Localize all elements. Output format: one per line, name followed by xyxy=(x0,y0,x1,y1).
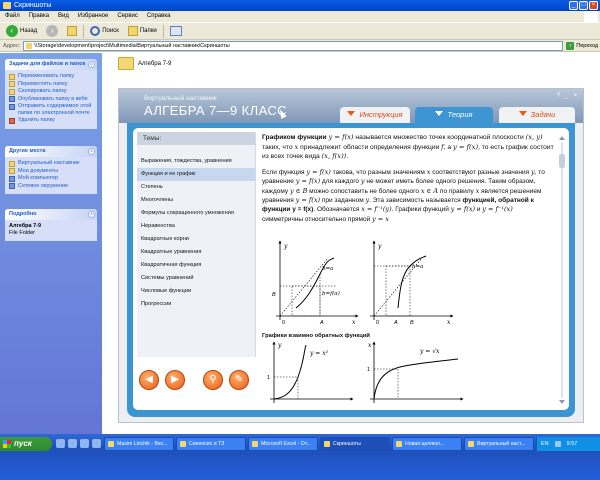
go-arrow-icon: › xyxy=(566,42,574,50)
guide-box xyxy=(292,286,320,316)
quick-launch xyxy=(56,439,101,448)
help-button[interactable]: ? xyxy=(556,93,561,99)
label-one: 1 xyxy=(367,367,371,373)
text: такова, что разным значениям xyxy=(330,168,427,176)
forward-arrow-icon: › xyxy=(46,25,58,37)
inverse-graphs-caption: Графики взаимно обратных функций xyxy=(262,333,370,339)
topic-item[interactable]: Числовые функции xyxy=(141,288,192,294)
formula: y xyxy=(365,196,370,204)
formula: x xyxy=(475,186,480,195)
topic-item[interactable]: Квадратные уравнения xyxy=(141,249,202,255)
taskbar-item-label: Maxim Linchik - Вхо... xyxy=(117,441,168,447)
topic-item[interactable]: Многочлены xyxy=(141,197,174,203)
folder-item-label: Алгебра 7-9 xyxy=(138,60,172,67)
scroll-up-icon[interactable] xyxy=(559,136,565,140)
text: является решением уравнения xyxy=(262,187,542,204)
ie-icon[interactable] xyxy=(56,439,65,448)
system-tray xyxy=(536,437,600,451)
label-y: y xyxy=(378,243,382,250)
taskbar-item-label: Синопсис и ТЗ xyxy=(189,441,225,447)
forward-button[interactable] xyxy=(43,24,61,38)
email-icon xyxy=(9,104,15,110)
task-delete-folder[interactable] xyxy=(9,117,94,124)
folders-icon xyxy=(128,26,138,36)
language-indicator[interactable]: EN xyxy=(541,441,549,447)
text: можно сопоставить не более одного xyxy=(307,187,421,195)
text: и xyxy=(475,206,483,214)
other-places-panel xyxy=(5,146,97,194)
go-label: Переход xyxy=(576,42,599,49)
topic-item[interactable]: Неравенства xyxy=(141,223,175,229)
taskbar-item-label: Новая целлюл... xyxy=(405,441,445,447)
documents-icon xyxy=(9,168,15,174)
previous-arrow-button[interactable]: ◀ xyxy=(139,370,159,390)
topic-item[interactable]: Системы уравнений xyxy=(141,275,194,281)
task-email-folder[interactable] xyxy=(9,103,94,116)
app-icon xyxy=(396,441,402,447)
tab-theory[interactable] xyxy=(415,107,493,123)
rename-icon xyxy=(9,74,15,80)
topic-item[interactable]: Квадратичная функция xyxy=(141,262,202,268)
place-label: Сетевое окружение xyxy=(18,182,69,189)
close-button[interactable]: × xyxy=(573,93,577,99)
back-label: Назад xyxy=(20,28,38,34)
label-x: x xyxy=(352,319,356,326)
arrow-down-icon xyxy=(519,111,527,116)
toolbar-separator xyxy=(83,25,84,38)
folder-icon xyxy=(9,161,15,167)
formula: y = f⁻¹(x) xyxy=(482,205,513,214)
folder-icon xyxy=(3,2,11,9)
label-x: x xyxy=(368,342,372,349)
formula: x xyxy=(426,167,431,176)
taskbar-item[interactable] xyxy=(104,437,174,451)
other-places-header[interactable] xyxy=(5,146,97,157)
windows-flag-icon xyxy=(3,440,11,448)
arrow-down-icon xyxy=(347,111,355,116)
window-title: Скриншоты xyxy=(14,2,52,9)
up-folder-icon xyxy=(67,26,77,36)
text: симметричны относительно прямой xyxy=(262,215,373,223)
windows-logo-icon xyxy=(584,11,598,22)
scroll-thumb[interactable] xyxy=(559,154,565,168)
topics-list xyxy=(137,145,255,311)
place-label: Виртуальный наставник xyxy=(18,160,80,166)
place-my-computer[interactable] xyxy=(9,175,94,182)
task-copy-folder[interactable] xyxy=(9,88,94,95)
other-places-title: Другие места xyxy=(9,148,46,154)
tab-label: Теория xyxy=(447,110,473,119)
app-subtitle: Виртуальный наставник xyxy=(144,95,217,102)
article-scrollbar[interactable] xyxy=(558,136,566,404)
task-pane xyxy=(0,53,102,434)
text: соответствуют разные значения xyxy=(430,168,531,176)
label-b: B xyxy=(410,320,414,326)
place-label: Мой компьютер xyxy=(18,175,59,181)
task-label: Отправить содержимое этой папки по электронной почте xyxy=(18,103,92,116)
tutor-app-window xyxy=(118,88,584,423)
tray-icon[interactable] xyxy=(555,441,561,447)
topic-item[interactable]: Прогрессии xyxy=(141,301,172,307)
chevron-up-icon[interactable]: ^ xyxy=(88,61,95,68)
address-bar xyxy=(0,40,600,52)
zoom-icon-button[interactable]: ⚲ xyxy=(203,370,223,390)
navigation-buttons xyxy=(139,370,249,390)
text: принадлежит области определения функции xyxy=(298,143,442,151)
graph-square xyxy=(267,342,352,403)
formula: y xyxy=(530,167,535,176)
views-icon xyxy=(170,26,182,36)
scroll-track[interactable] xyxy=(561,142,563,398)
text: не может иметь более одного решения. Таким образом, каждому xyxy=(262,178,536,195)
graph-left xyxy=(272,242,357,326)
parabola-curve xyxy=(274,345,306,399)
task-label: Удалить папку xyxy=(18,117,55,123)
formula: y = f(x) xyxy=(452,142,479,151)
folder-item-algebra[interactable] xyxy=(118,57,171,70)
copy-icon xyxy=(9,89,15,95)
desktop-icon[interactable] xyxy=(68,439,77,448)
definition-paragraph xyxy=(262,133,554,162)
toolbar-separator xyxy=(163,25,164,38)
delete-icon xyxy=(9,118,15,124)
close-button[interactable]: × xyxy=(589,1,598,10)
details-type: File Folder xyxy=(9,230,35,236)
taskbar-item-label: Виртуальный наст... xyxy=(477,441,526,447)
file-tasks-header[interactable] xyxy=(5,59,97,70)
details-title: Подробно xyxy=(9,211,37,217)
text: при заданном xyxy=(320,197,366,204)
text: , то уравнение xyxy=(262,168,545,186)
topic-item[interactable]: Степень xyxy=(141,184,163,190)
theory-article xyxy=(262,133,554,404)
tab-instructions[interactable] xyxy=(340,107,410,123)
label-one: 1 xyxy=(267,375,271,381)
topic-item[interactable]: Выражения, тождества, уравнения xyxy=(141,158,232,164)
formula: y = f(x) xyxy=(306,167,331,176)
formula: y = f(x) xyxy=(295,196,321,204)
network-icon xyxy=(9,183,15,189)
topics-sidebar xyxy=(137,132,256,357)
label-zero: 0 xyxy=(376,320,380,326)
formula: y = x xyxy=(372,214,389,223)
folders-label: Папки xyxy=(139,28,157,34)
graph-right xyxy=(370,242,452,326)
chevron-up-icon[interactable]: ^ xyxy=(88,148,95,155)
app-icon xyxy=(468,441,474,447)
text: . Обозначается xyxy=(313,206,362,214)
menu-view[interactable]: Вид xyxy=(58,13,69,19)
label-x: x xyxy=(447,319,451,326)
task-publish-folder[interactable] xyxy=(9,96,94,103)
formula: (x, f(x)) xyxy=(321,152,347,161)
text: , то есть график состоит из всех точек вида xyxy=(262,143,554,161)
text: таких, что xyxy=(262,143,295,151)
app-content xyxy=(133,128,569,410)
move-icon xyxy=(9,81,15,87)
back-button[interactable] xyxy=(3,24,40,38)
label-y: y xyxy=(278,342,282,349)
back-arrow-icon: ‹ xyxy=(6,25,18,37)
formula: (x, y) xyxy=(525,133,543,141)
minimize-button[interactable]: _ xyxy=(569,1,578,10)
taskbar-item-active[interactable] xyxy=(320,437,390,451)
tab-tasks[interactable] xyxy=(499,107,575,123)
taskbar-item[interactable] xyxy=(248,437,318,451)
file-tasks-title: Задачи для файлов и папок xyxy=(9,61,86,67)
task-label: Переместить папку xyxy=(18,80,68,87)
excel-icon xyxy=(252,441,258,447)
tab-label: Задачи xyxy=(530,110,556,119)
nav-gap xyxy=(191,370,197,390)
toolbar xyxy=(0,22,600,40)
text: для каждого xyxy=(320,178,361,186)
folder-icon xyxy=(26,43,32,49)
inverse-graphs-figure xyxy=(262,341,554,404)
formula: x = f⁻¹(y) xyxy=(361,205,392,214)
taskbar xyxy=(0,434,600,480)
search-button[interactable] xyxy=(87,24,122,38)
function-graphs-figure xyxy=(262,238,554,326)
task-label: Скопировать папку xyxy=(18,88,67,94)
label-y-equals-x-squared: y = x² xyxy=(310,350,329,357)
label-b: B xyxy=(272,292,276,298)
formula: x xyxy=(294,142,299,151)
scroll-down-icon[interactable] xyxy=(559,400,565,404)
task-label: Опубликовать папку в вебе xyxy=(18,95,88,102)
topic-item[interactable]: Формулы сокращенного умножения xyxy=(141,210,234,216)
file-tasks-panel xyxy=(5,59,97,129)
address-label: Адрес: xyxy=(3,42,21,49)
address-input[interactable] xyxy=(23,41,563,51)
text: Если функция xyxy=(262,168,307,176)
folder-icon xyxy=(324,441,330,447)
formula: y xyxy=(360,177,365,186)
menu-bar xyxy=(0,11,600,22)
line-y-equals-x xyxy=(280,258,328,316)
topic-item[interactable]: Квадратные корни xyxy=(141,236,189,242)
details-panel xyxy=(5,209,97,241)
window-titlebar xyxy=(0,0,600,11)
minimize-button[interactable]: _ xyxy=(565,93,569,99)
globe-icon xyxy=(9,96,15,102)
computer-icon xyxy=(9,176,15,182)
taskbar-item-label: Microsoft Excel - От... xyxy=(261,441,311,447)
term-bold: функцией, обратной к функции y = f(x) xyxy=(262,197,534,214)
text: , а xyxy=(443,143,453,151)
guide-box xyxy=(386,266,410,316)
go-button[interactable] xyxy=(563,40,598,52)
task-label: Переименовать папку xyxy=(18,73,75,79)
taskbar-item[interactable] xyxy=(176,437,246,451)
start-label: пуск xyxy=(14,439,32,448)
folder-icon xyxy=(118,57,134,70)
menu-file[interactable]: Файл xyxy=(5,13,20,19)
task-rename-folder[interactable] xyxy=(9,73,94,80)
app-icon xyxy=(180,441,186,447)
menu-edit[interactable]: Правка xyxy=(28,13,50,19)
views-button[interactable] xyxy=(167,24,185,38)
taskbar-item-label: Скриншоты xyxy=(333,441,361,447)
text: . Эта зависимость называется xyxy=(369,197,463,204)
label-zero: 0 xyxy=(282,320,286,326)
label-b-equals-a: b=a xyxy=(412,264,424,270)
tab-label: Инструкция xyxy=(359,110,403,119)
app-content-frame xyxy=(127,123,575,417)
task-move-folder[interactable] xyxy=(9,81,94,88)
topic-item-selected[interactable]: Функция и ее график xyxy=(137,168,255,181)
clock: 9:57 xyxy=(566,441,578,447)
text: по правилу xyxy=(438,187,476,195)
menu-tools[interactable]: Сервис xyxy=(117,13,138,19)
formula: f xyxy=(441,142,444,151)
messenger-icon[interactable] xyxy=(92,439,101,448)
media-icon[interactable] xyxy=(80,439,89,448)
place-my-documents[interactable] xyxy=(9,168,94,175)
label-y-equals-sqrt-x: y = √x xyxy=(420,348,440,355)
maximize-button[interactable]: □ xyxy=(579,1,588,10)
arrow-down-icon xyxy=(435,111,443,116)
place-network[interactable] xyxy=(9,183,94,190)
app-title: АЛГЕБРА 7—9 КЛАСС xyxy=(144,103,287,118)
text: . xyxy=(346,153,349,161)
topics-header: Темы: xyxy=(137,132,255,145)
folders-button[interactable] xyxy=(125,24,160,38)
inverse-function-paragraph xyxy=(262,168,554,224)
edit-icon-button[interactable]: ✎ xyxy=(229,370,249,390)
search-label: Поиск xyxy=(102,28,119,34)
graph-sqrt xyxy=(367,342,462,403)
text: называется множество точек координатной плоскости xyxy=(353,134,526,141)
label-b-equals-fa: b=f(a) xyxy=(322,291,340,297)
menu-help[interactable]: Справка xyxy=(146,13,171,19)
text: . Графики функций xyxy=(391,206,451,214)
label-y: y xyxy=(284,243,288,250)
formula: x ∈ A xyxy=(420,186,439,195)
details-header[interactable] xyxy=(5,209,97,220)
formula: y = f(x) xyxy=(295,177,321,186)
sqrt-curve xyxy=(374,359,458,399)
search-icon xyxy=(90,26,100,36)
details-name: Алгебра 7-9 xyxy=(9,223,42,229)
formula: y ∈ B xyxy=(289,186,308,195)
label-b-equals-a: b=a xyxy=(322,266,334,272)
taskbar-item[interactable] xyxy=(464,437,534,451)
label-a: A xyxy=(394,320,398,326)
next-arrow-button[interactable]: ▶ xyxy=(165,370,185,390)
place-label: Мои документы xyxy=(18,167,59,174)
up-folder-button[interactable] xyxy=(64,24,80,38)
formula: y = f(x) xyxy=(450,205,476,214)
label-a: A xyxy=(320,320,324,326)
app-icon xyxy=(108,441,114,447)
address-path: \\Storage\development\project\Multimedia\Виртуальный наставник\Скриншоты xyxy=(34,42,230,49)
formula: y = f(x) xyxy=(328,133,354,141)
term-bold: Графиком функции xyxy=(262,134,327,141)
place-virtual-tutor[interactable] xyxy=(9,160,94,167)
menu-favorites[interactable]: Избранное xyxy=(77,13,109,19)
chevron-up-icon[interactable]: ^ xyxy=(88,211,95,218)
start-button[interactable] xyxy=(0,437,52,451)
taskbar-item[interactable] xyxy=(392,437,462,451)
